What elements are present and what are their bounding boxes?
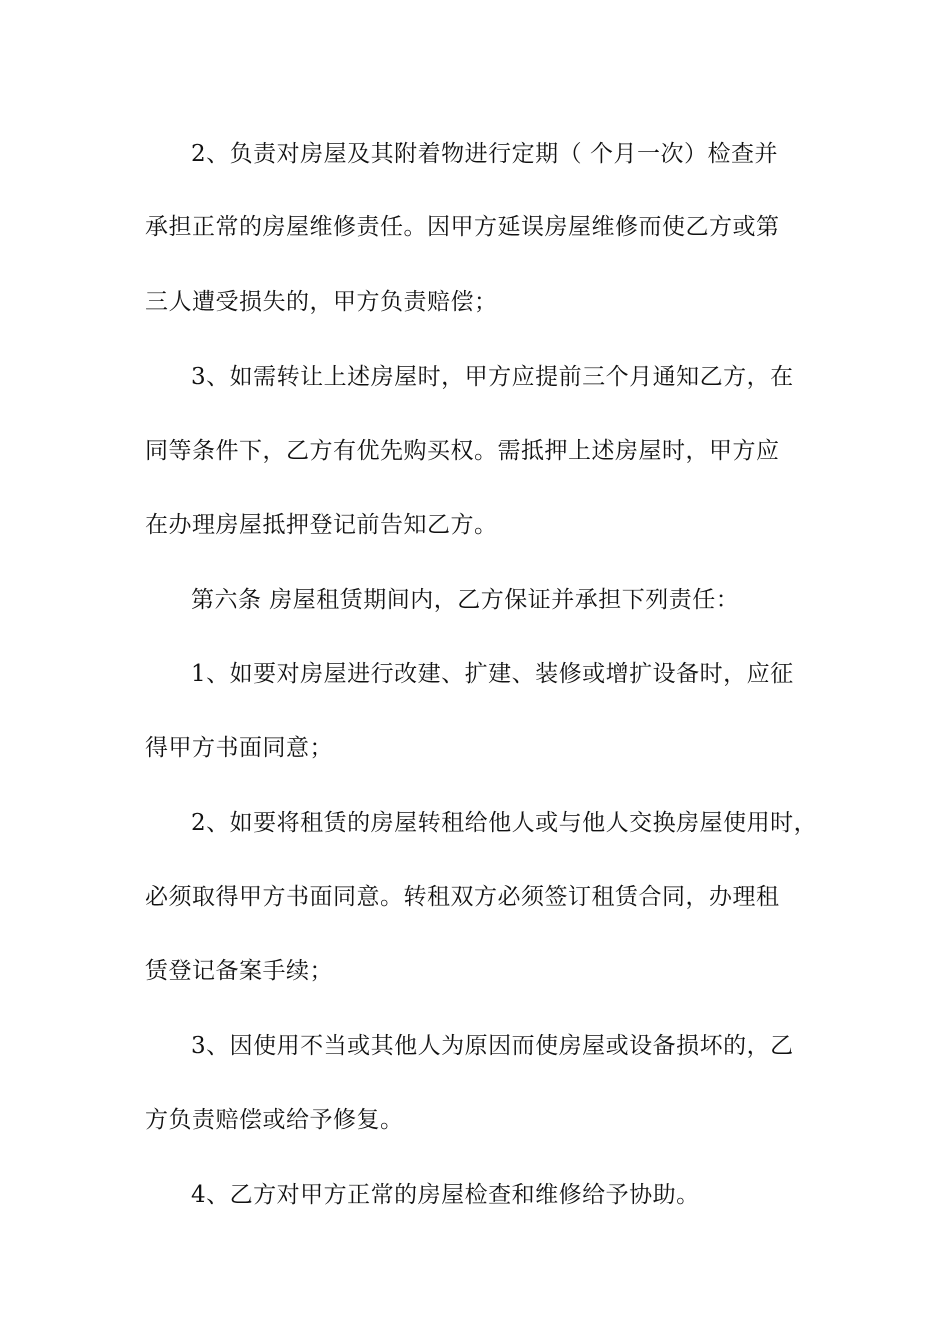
text-line: 同等条件下，乙方有优先购买权。需抵押上述房屋时，甲方应 (145, 438, 780, 464)
section-heading: 第六条 房屋租赁期间内，乙方保证并承担下列责任： (191, 587, 740, 613)
text-line: 2、负责对房屋及其附着物进行定期（ 个月一次）检查并 (191, 141, 778, 167)
text-line: 必须取得甲方书面同意。转租双方必须签订租赁合同，办理租 (145, 884, 780, 910)
text-line: 4、乙方对甲方正常的房屋检查和维修给予协助。 (191, 1182, 700, 1208)
text-line: 3、如需转让上述房屋时，甲方应提前三个月通知乙方，在 (191, 364, 794, 390)
text-line: 三人遭受损失的，甲方负责赔偿； (145, 289, 498, 315)
text-line: 2、如要将租赁的房屋转租给他人或与他人交换房屋使用时， (191, 810, 818, 836)
text-line: 得甲方书面同意； (145, 735, 333, 761)
text-line: 方负责赔偿或给予修复。 (145, 1107, 404, 1133)
text-line: 承担正常的房屋维修责任。因甲方延误房屋维修而使乙方或第 (145, 214, 780, 240)
text-line: 赁登记备案手续； (145, 958, 333, 984)
text-line: 1、如要对房屋进行改建、扩建、装修或增扩设备时，应征 (191, 661, 794, 687)
text-line: 3、因使用不当或其他人为原因而使房屋或设备损坏的，乙 (191, 1033, 794, 1059)
text-line: 在办理房屋抵押登记前告知乙方。 (145, 512, 498, 538)
